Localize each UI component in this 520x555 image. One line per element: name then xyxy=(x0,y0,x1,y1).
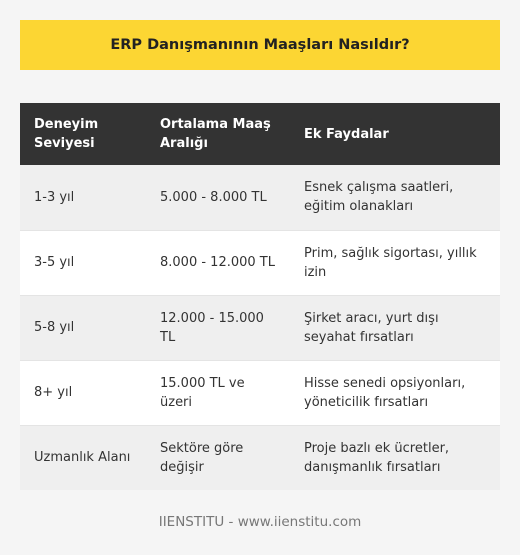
benefits-cell: Proje bazlı ek ücretler, danışmanlık fırsatları xyxy=(290,425,500,490)
salary-cell: 15.000 TL ve üzeri xyxy=(146,360,290,425)
header-average-salary: Ortalama Maaş Aralığı xyxy=(146,103,290,165)
page-title: ERP Danışmanının Maaşları Nasıldır? xyxy=(110,37,410,53)
experience-cell: 3-5 yıl xyxy=(20,230,146,295)
table-header-row xyxy=(20,103,500,165)
experience-cell: 1-3 yıl xyxy=(20,165,146,230)
salary-cell: 8.000 - 12.000 TL xyxy=(146,230,290,295)
table-row xyxy=(20,425,500,490)
header-extra-benefits: Ek Faydalar xyxy=(290,103,500,165)
table-row xyxy=(20,360,500,425)
experience-cell: 5-8 yıl xyxy=(20,295,146,360)
table-row xyxy=(20,230,500,295)
experience-cell: 8+ yıl xyxy=(20,360,146,425)
salary-table xyxy=(20,103,500,490)
table-row xyxy=(20,165,500,230)
footer-credit: IIENSTITU - www.iienstitu.com xyxy=(158,514,362,530)
title-banner xyxy=(20,20,500,70)
header-experience-level: Deneyim Seviyesi xyxy=(20,103,146,165)
experience-cell: Uzmanlık Alanı xyxy=(20,425,146,490)
salary-cell: 5.000 - 8.000 TL xyxy=(146,165,290,230)
benefits-cell: Prim, sağlık sigortası, yıllık izin xyxy=(290,230,500,295)
salary-cell: Sektöre göre değişir xyxy=(146,425,290,490)
benefits-cell: Esnek çalışma saatleri, eğitim olanakları xyxy=(290,165,500,230)
benefits-cell: Şirket aracı, yurt dışı seyahat fırsatları xyxy=(290,295,500,360)
table-row xyxy=(20,295,500,360)
salary-cell: 12.000 - 15.000 TL xyxy=(146,295,290,360)
benefits-cell: Hisse senedi opsiyonları, yöneticilik fırsatları xyxy=(290,360,500,425)
